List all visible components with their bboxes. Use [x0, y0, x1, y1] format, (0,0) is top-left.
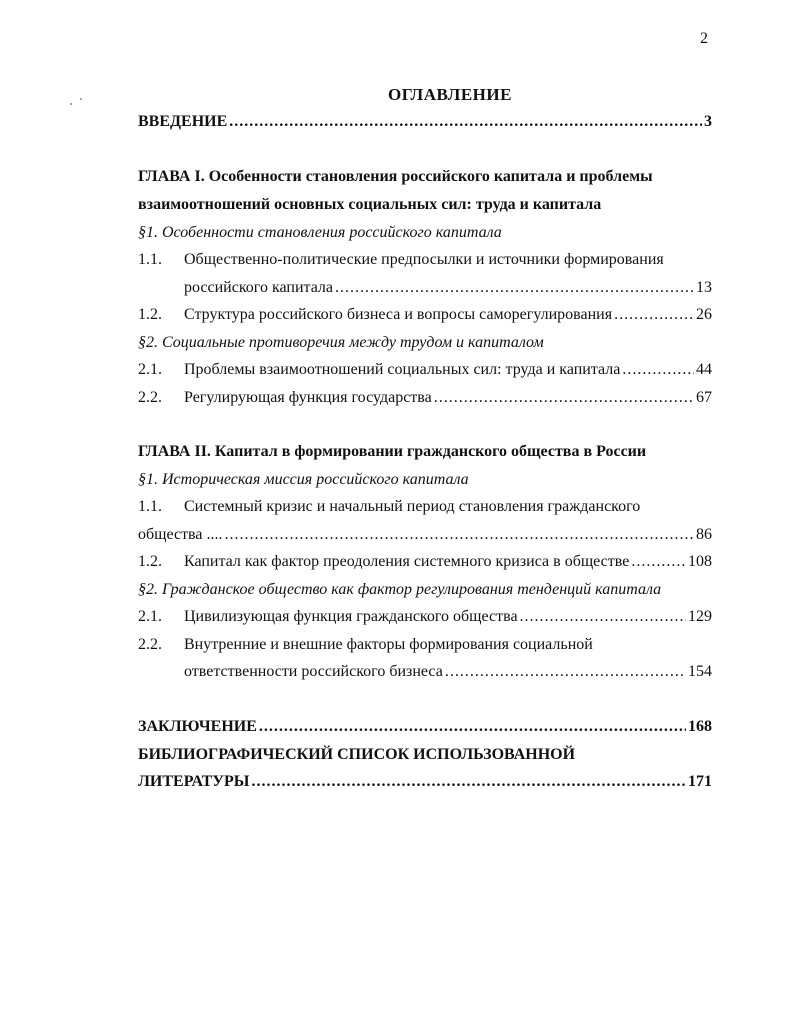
dot-leader	[251, 773, 686, 791]
toc-entry-number: 1.2.	[138, 553, 162, 570]
toc-entry-page: 13	[696, 279, 712, 296]
chapter-1-section-1-title[interactable]: §1. Особенности становления российского капитала	[138, 224, 502, 241]
dot-leader	[225, 526, 695, 544]
toc-entry-2-2[interactable]	[138, 389, 712, 407]
toc-entry-ii-1-2[interactable]	[138, 553, 712, 571]
toc-entry-ii-2-2-line-1[interactable]	[138, 636, 712, 654]
toc-entry-1-2[interactable]	[138, 306, 712, 324]
toc-entry-page: 129	[688, 608, 712, 625]
toc-entry-ii-1-1-line-2[interactable]	[138, 526, 712, 544]
toc-entry-label: ЛИТЕРАТУРЫ	[138, 773, 250, 790]
toc-entry-1-1-line-1[interactable]	[138, 251, 712, 269]
toc-entry-2-1[interactable]	[138, 361, 712, 379]
toc-entry-page: 154	[688, 663, 712, 680]
toc-entry-number: 1.1.	[138, 498, 162, 515]
toc-entry-introduction[interactable]	[138, 113, 712, 131]
scan-speck	[70, 103, 72, 105]
toc-entry-conclusion[interactable]	[138, 718, 712, 736]
toc-entry-text: Проблемы взаимоотношений социальных сил: труда и капитала	[184, 361, 621, 378]
toc-entry-number: 2.2.	[138, 636, 162, 653]
chapter-2-title[interactable]: ГЛАВА II. Капитал в формировании гражданского общества в России	[138, 443, 647, 460]
toc-entry-page: 108	[688, 553, 712, 570]
toc-entry-number: 1.2.	[138, 306, 162, 323]
dot-leader	[229, 113, 702, 131]
toc-entry-text: Внутренние и внешние факторы формирования социальной	[184, 636, 593, 653]
chapter-1-title-line-1[interactable]: ГЛАВА I. Особенности становления российского капитала и проблемы	[138, 168, 653, 185]
toc-entry-page: 26	[696, 306, 712, 323]
toc-entry-number: 2.1.	[138, 608, 162, 625]
toc-entry-text: Цивилизующая функция гражданского общества	[184, 608, 518, 625]
toc-entry-page: 3	[704, 113, 712, 130]
toc-entry-number: 1.1.	[138, 251, 162, 268]
scan-speck	[80, 98, 82, 100]
toc-entry-1-1-line-2[interactable]	[184, 279, 712, 297]
toc-entry-page: 44	[696, 361, 712, 378]
page-number: 2	[700, 30, 708, 47]
toc-entry-text: Общественно-политические предпосылки и источники формирования	[184, 251, 664, 268]
dot-leader	[434, 389, 694, 407]
chapter-1-section-2-title[interactable]: §2. Социальные противоречия между трудом и капиталом	[138, 334, 544, 351]
toc-entry-page: 171	[688, 773, 712, 790]
toc-entry-text: Капитал как фактор преодоления системного кризиса в обществе	[184, 553, 630, 570]
dot-leader	[520, 608, 686, 626]
toc-entry-ii-2-1[interactable]	[138, 608, 712, 626]
toc-entry-text: ответственности российского бизнеса	[184, 663, 443, 680]
toc-entry-text: Структура российского бизнеса и вопросы саморегулирования	[184, 306, 613, 323]
toc-entry-bibliography[interactable]	[138, 773, 712, 791]
toc-entry-page: 168	[688, 718, 712, 735]
dot-leader	[445, 663, 686, 681]
dot-leader	[335, 279, 694, 297]
toc-entry-number: 2.2.	[138, 389, 162, 406]
toc-entry-text: Системный кризис и начальный период становления гражданского	[184, 498, 641, 515]
chapter-2-section-2-title[interactable]: §2. Гражданское общество как фактор регулирования тенденций капитала	[138, 581, 662, 598]
toc-entry-text: российского капитала	[184, 279, 334, 296]
toc-title: ОГЛАВЛЕНИЕ	[388, 85, 512, 104]
chapter-1-title-line-2[interactable]: взаимоотношений основных социальных сил: труда и капитала	[138, 196, 602, 213]
toc-entry-page: 67	[696, 389, 712, 406]
toc-entry-ii-1-1-line-1[interactable]	[138, 498, 712, 516]
toc-entry-label: ЗАКЛЮЧЕНИЕ	[138, 718, 257, 735]
dot-leader	[259, 718, 686, 736]
bibliography-title-line-1[interactable]: БИБЛИОГРАФИЧЕСКИЙ СПИСОК ИСПОЛЬЗОВАННОЙ	[138, 746, 576, 763]
toc-entry-label: ВВЕДЕНИЕ	[138, 113, 228, 130]
dot-leader	[614, 306, 694, 324]
toc-entry-text: общества ....	[138, 526, 223, 543]
toc-entry-number: 2.1.	[138, 361, 162, 378]
dot-leader	[631, 553, 686, 571]
toc-entry-ii-2-2-line-2[interactable]	[184, 663, 712, 681]
toc-entry-page: 86	[696, 526, 712, 543]
toc-entry-text: Регулирующая функция государства	[184, 389, 432, 406]
chapter-2-section-1-title[interactable]: §1. Историческая миссия российского капитала	[138, 471, 469, 488]
dot-leader	[622, 361, 694, 379]
